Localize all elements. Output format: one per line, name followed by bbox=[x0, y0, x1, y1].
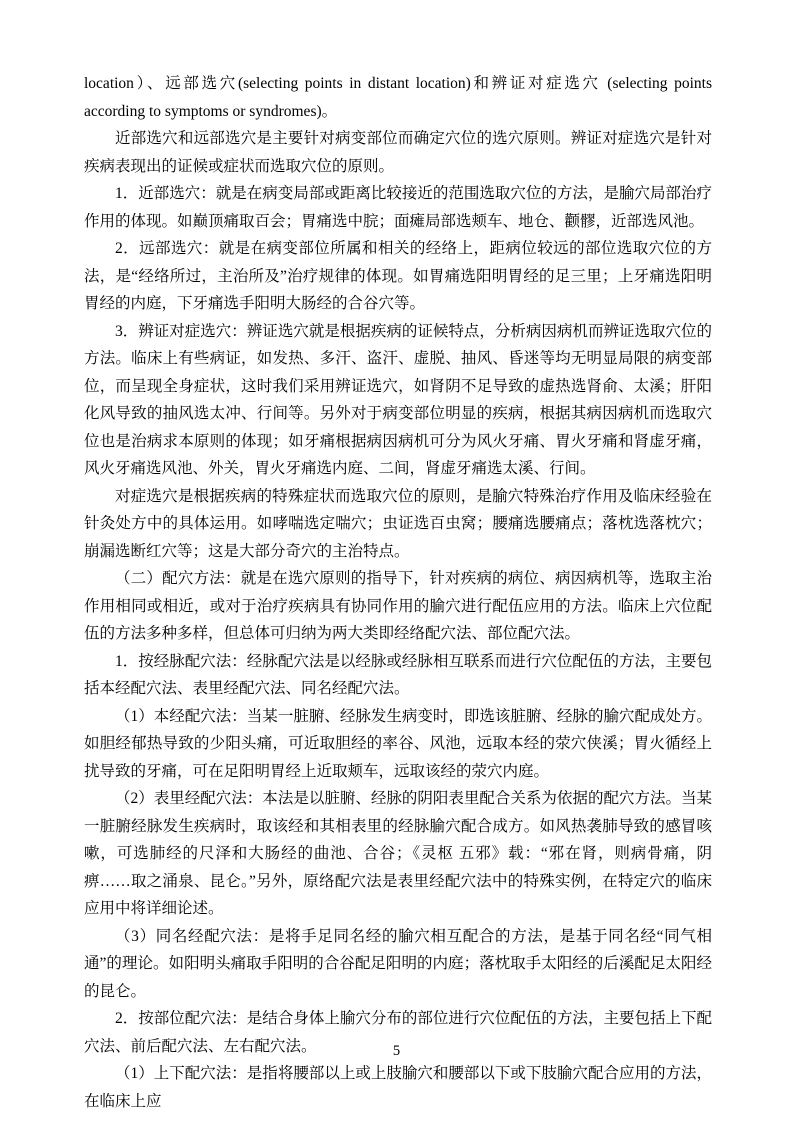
paragraph: 近部选穴和远部选穴是主要针对病变部位而确定穴位的选穴原则。辨证对症选穴是针对疾病表现出的证候或症状而选取穴位的原则。 bbox=[84, 130, 712, 175]
paragraph-body-region-combination: 2．按部位配穴法：是结合身体上腧穴分布的部位进行穴位配伍的方法，主要包括上下配穴法、前后配穴法、左右配穴法。 bbox=[84, 1010, 712, 1055]
paragraph-point-combination-methods: （二）配穴方法：就是在选穴原则的指导下，针对疾病的病位、病因病机等，选取主治作用相同或相近，或对于治疗疾病具有协同作用的腧穴进行配伍应用的方法。临床上穴位配伍的方法多种多样，但总体可归纳为两大类即经络配穴法、部位配穴法。 bbox=[84, 570, 712, 642]
page-footer bbox=[0, 1042, 793, 1060]
paragraph-meridian-combination: 1．按经脉配穴法：经脉配穴法是以经脉或经脉相互联系而进行穴位配伍的方法，主要包括本经配穴法、表里经配穴法、同名经配穴法。 bbox=[84, 652, 712, 697]
paragraph-interior-exterior-combination: （2）表里经配穴法：本法是以脏腑、经脉的阴阳表里配合关系为依据的配穴方法。当某一脏腑经脉发生疾病时，取该经和其相表里的经脉腧穴配合成方。如风热袭肺导致的感冒咳嗽，可选肺经的尺泽和大肠经的曲池、合谷；《灵枢 五邪》载：“邪在肾，则病骨痛，阴痹……取之涌泉、昆仑。”另外，原络配穴法是表里经配穴法中的特殊实例，在特定穴的临床应用中将详细论述。 bbox=[84, 790, 712, 917]
paragraph-upper-lower-combination: （1）上下配穴法：是指将腰部以上或上肢腧穴和腰部以下或下肢腧穴配合应用的方法，在临床上应 bbox=[84, 1065, 712, 1110]
body-text bbox=[84, 70, 712, 1115]
paragraph-continuation: location）、远部选穴(selecting points in distant location)和辨证对症选穴 (selecting points according to symptoms or syndromes)。 bbox=[84, 75, 712, 120]
paragraph-distant-point-selection: 2．远部选穴：就是在病变部位所属和相关的经络上，距病位较远的部位选取穴位的方法，是“经络所过，主治所及”治疗规律的体现。如胃痛选阳明胃经的足三里；上牙痛选阳明胃经的内庭，下牙痛选手阳明大肠经的合谷穴等。 bbox=[84, 240, 712, 312]
paragraph-same-meridian-combination: （1）本经配穴法：当某一脏腑、经脉发生病变时，即选该脏腑、经脉的腧穴配成处方。如胆经郁热导致的少阳头痛，可近取胆经的率谷、风池，远取本经的荥穴侠溪；胃火循经上扰导致的牙痛，可在足阳明胃经上近取颊车，远取该经的荥穴内庭。 bbox=[84, 707, 712, 780]
paragraph-same-name-meridian-combination: （3）同名经配穴法：是将手足同名经的腧穴相互配合的方法，是基于同名经“同气相通”的理论。如阳明头痛取手阳明的合谷配足阳明的内庭；落枕取手太阳经的后溪配足太阳经的昆仑。 bbox=[84, 927, 712, 1000]
paragraph-symptom-point-selection: 对症选穴是根据疾病的特殊症状而选取穴位的原则，是腧穴特殊治疗作用及临床经验在针灸处方中的具体运用。如哮喘选定喘穴；虫证选百虫窝；腰痛选腰痛点；落枕选落枕穴；崩漏选断红穴等；这是大部分奇穴的主治特点。 bbox=[84, 487, 712, 560]
paragraph-near-point-selection: 1．近部选穴：就是在病变局部或距离比较接近的范围选取穴位的方法，是腧穴局部治疗作用的体现。如巅顶痛取百会；胃痛选中脘；面瘫局部选颊车、地仓、颧髎，近部选风池。 bbox=[84, 185, 712, 230]
paragraph-syndrome-point-selection: 3．辨证对症选穴：辨证选穴就是根据疾病的证候特点，分析病因病机而辨证选取穴位的方法。临床上有些病证，如发热、多汗、盗汗、虚脱、抽风、昏迷等均无明显局限的病变部位，而呈现全身症状，这时我们采用辨证选穴，如肾阴不足导致的虚热选肾俞、太溪；肝阳化风导致的抽风选太冲、行间等。另外对于病变部位明显的疾病，根据其病因病机而选取穴位也是治病求本原则的体现；如牙痛根据病因病机可分为风火牙痛、胃火牙痛和肾虚牙痛，风火牙痛选风池、外关，胃火牙痛选内庭、二间，肾虚牙痛选太溪、行间。 bbox=[84, 322, 712, 477]
page-number: 5 bbox=[392, 1043, 401, 1059]
